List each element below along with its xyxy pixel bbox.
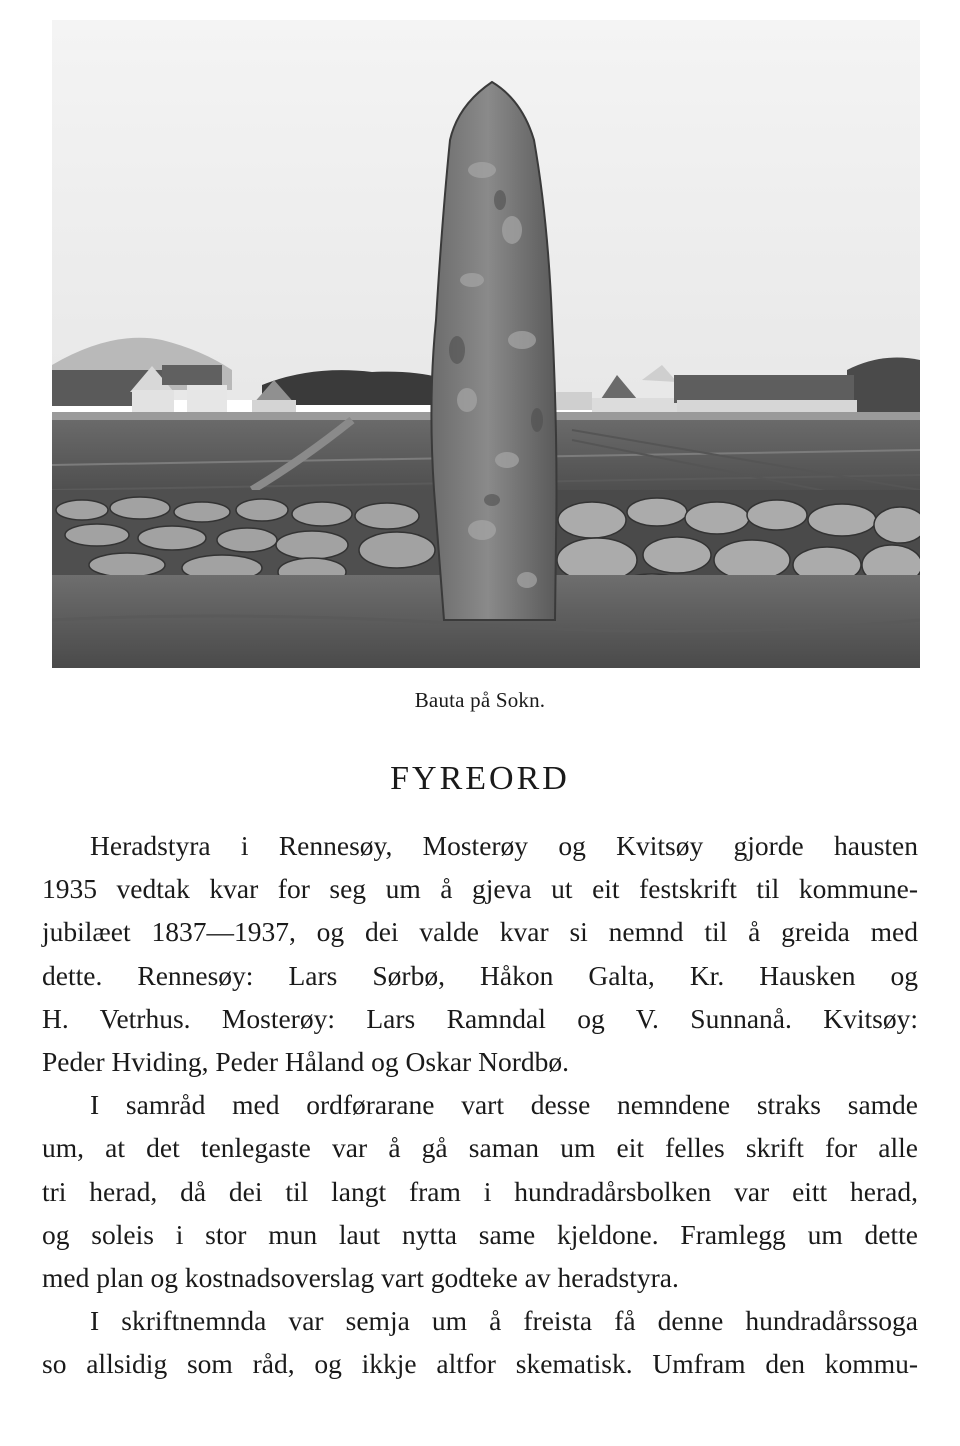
- section-heading: FYREORD: [390, 760, 570, 797]
- paragraph-1: [42, 824, 918, 1083]
- paragraph-3: [42, 1299, 918, 1385]
- text-line: tri herad, då dei til langt fram i hundradårsbolken var eitt herad,: [42, 1175, 918, 1207]
- text-line: so allsidig som råd, og ikkje altfor skematisk. Umfram den kommu-: [42, 1348, 918, 1380]
- text-line: I skriftnemnda var semja um å freista få denne hundradårssoga: [90, 1305, 918, 1337]
- text-line: Peder Hviding, Peder Håland og Oskar Nordbø.: [42, 1045, 569, 1077]
- text-line: og soleis i stor mun laut nytta same kjeldone. Framlegg um dette: [42, 1218, 918, 1250]
- paragraph-2: [42, 1083, 918, 1299]
- photograph-standing-stone: [52, 20, 920, 668]
- text-line: Heradstyra i Rennesøy, Mosterøy og Kvitsøy gjorde hausten: [90, 830, 918, 861]
- text-line: I samråd med ordførarane vart desse nemndene straks samde: [90, 1089, 918, 1121]
- text-line: dette. Rennesøy: Lars Sørbø, Håkon Galta, Kr. Hausken og: [42, 959, 918, 991]
- photo-caption: Bauta på Sokn.: [414, 688, 546, 712]
- text-line: H. Vetrhus. Mosterøy: Lars Ramndal og V. Sunnanå. Kvitsøy:: [42, 1002, 918, 1034]
- text-line: jubilæet 1837—1937, og dei valde kvar si nemnd til å greida med: [42, 916, 918, 948]
- text-line: um, at det tenlegaste var å gå saman um eit felles skrift for alle: [42, 1132, 918, 1164]
- text-line: med plan og kostnadsoverslag vart godteke av heradstyra.: [42, 1261, 679, 1293]
- text-line: 1935 vedtak kvar for seg um å gjeva ut eit festskrift til kommune-: [42, 873, 918, 905]
- body-text: [42, 824, 918, 1385]
- standing-stone-image: [52, 20, 920, 668]
